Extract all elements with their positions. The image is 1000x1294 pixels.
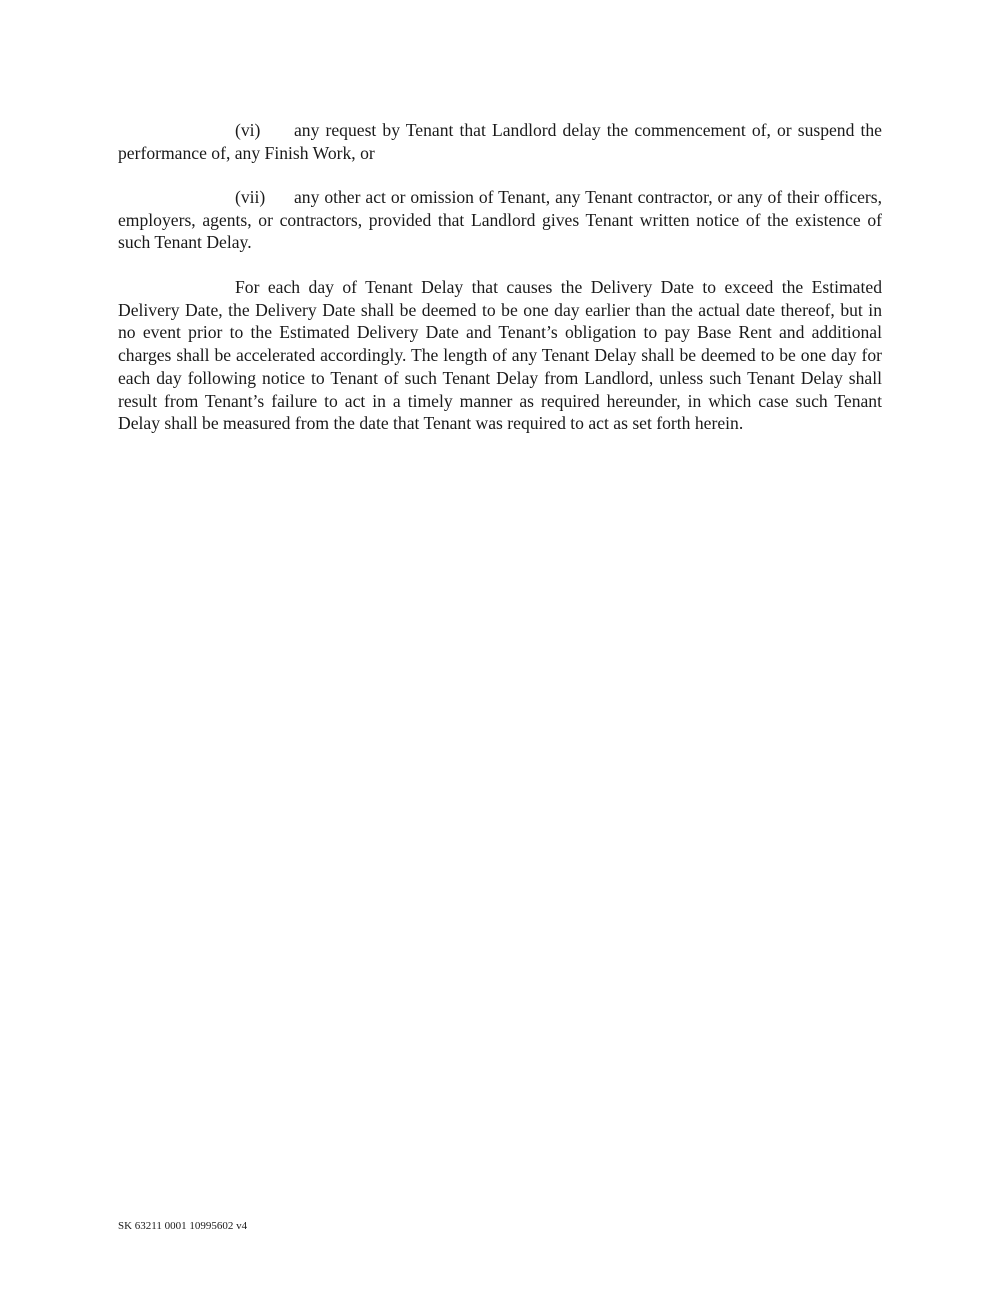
list-item-marker: (vii) — [235, 187, 266, 207]
list-item-marker: (vi) — [235, 120, 261, 140]
list-item-text: any request by Tenant that Landlord delay the commencement of, or suspend the performance of, any Finish Work, or — [118, 120, 882, 163]
tenant-delay-paragraph: For each day of Tenant Delay that causes the Delivery Date to exceed the Estimated Delivery Date, the Delivery Date shall be deemed to be one day earlier than the actual date thereof, but in no event prior to the Estimated Delivery Date and Tenant’s obligation to pay Base Rent and additional charges shall be accelerated accordingly. The length of any Tenant Delay shall be deemed to be one day for each day following notice to Tenant of such Tenant Delay from Landlord, unless such Tenant Delay shall result from Tenant’s failure to act in a timely manner as required hereunder, in which case such Tenant Delay shall be measured from the date that Tenant was required to act as set forth herein. — [118, 277, 882, 434]
list-item-text: any other act or omission of Tenant, any Tenant contractor, or any of their officers, employers, agents, or contractors, provided that Landlord gives Tenant written notice of the existence of such Tenant Delay. — [118, 187, 882, 253]
list-item-vi — [118, 119, 882, 164]
list-item-vii — [118, 186, 882, 254]
document-footer-id: SK 63211 0001 10995602 v4 — [118, 1220, 248, 1232]
